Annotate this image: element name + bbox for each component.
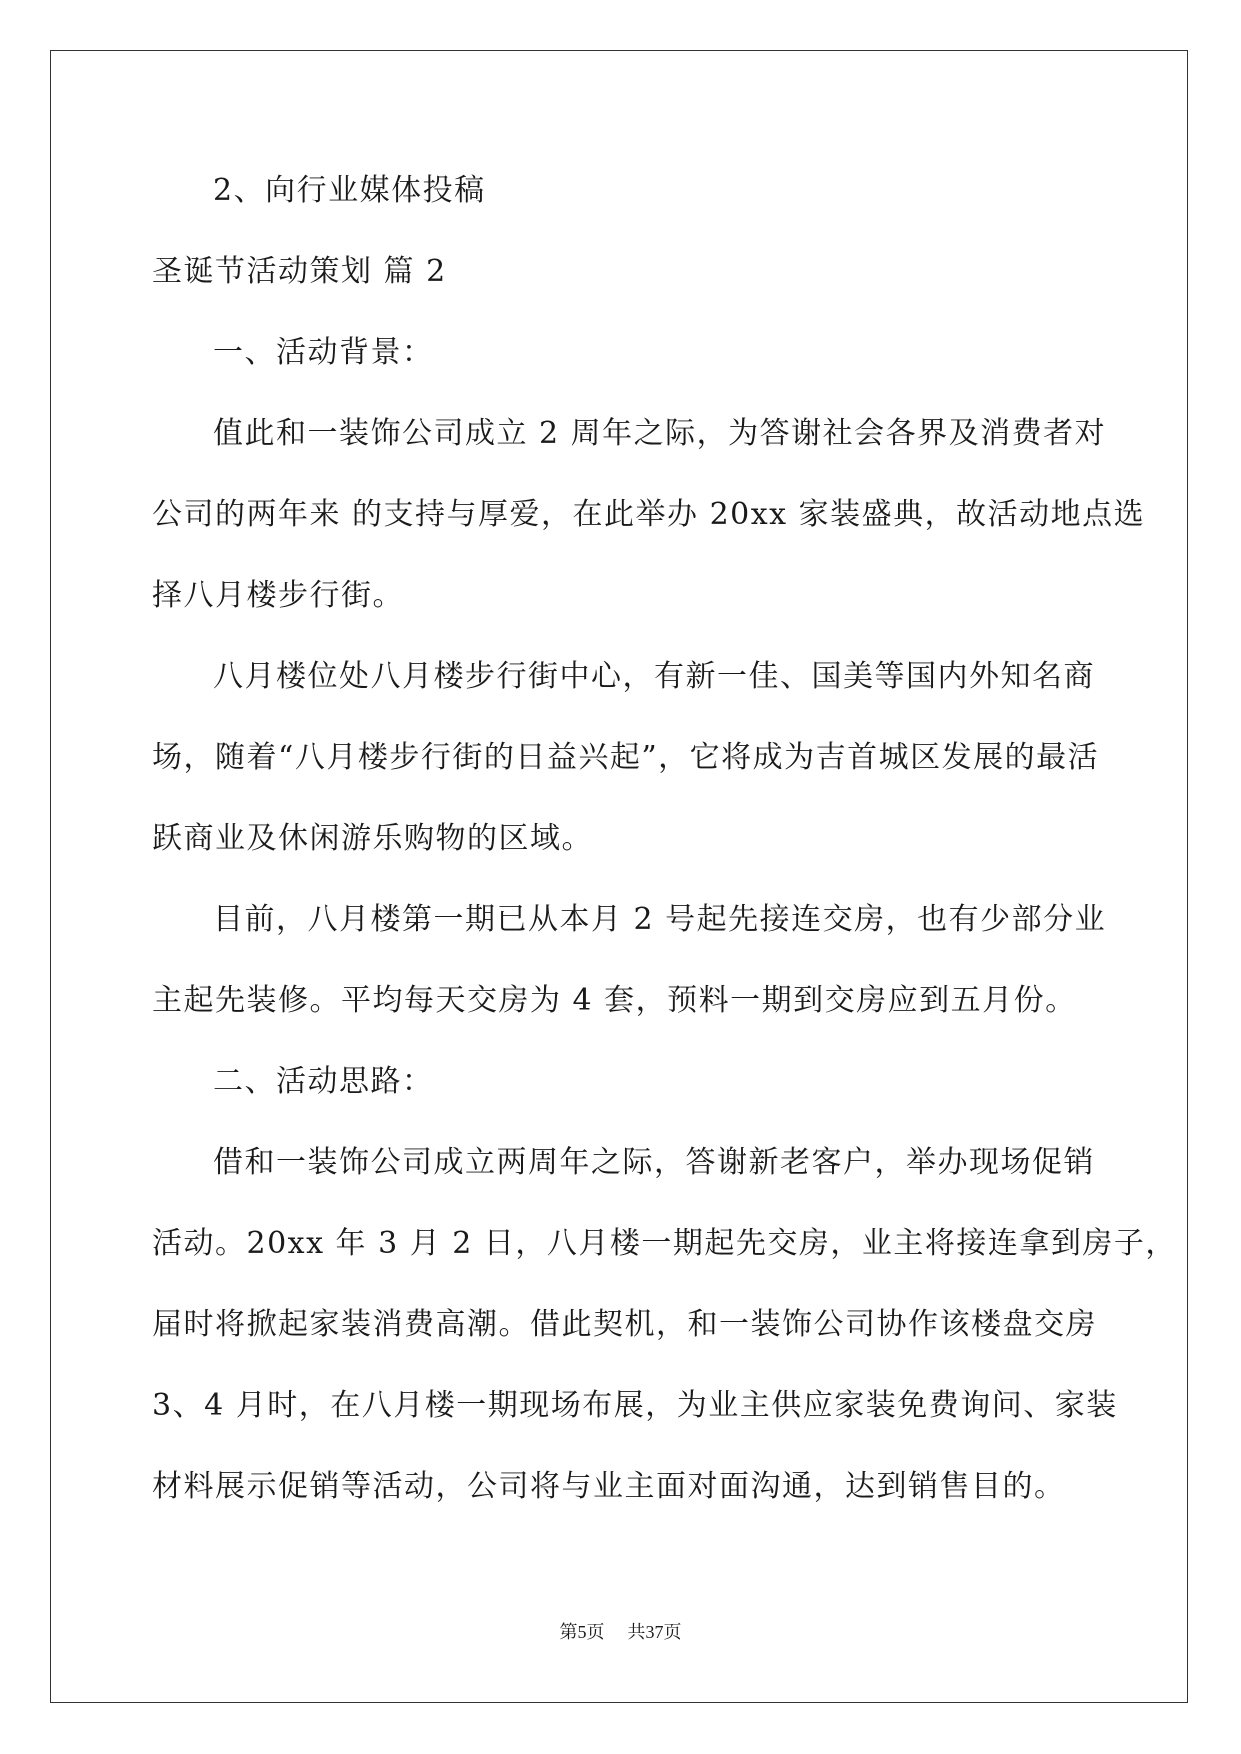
paragraph-line: 活动。20xx 年 3 月 2 日，八月楼一期起先交房，业主将接连拿到房子， — [152, 1226, 1177, 1261]
paragraph-line: 届时将掀起家装消费高潮。借此契机，和一装饰公司协作该楼盘交房 — [152, 1307, 1097, 1342]
paragraph-line: 值此和一装饰公司成立 2 周年之际，为答谢社会各界及消费者对 — [213, 416, 1107, 451]
paragraph-line: 一、活动背景： — [213, 335, 434, 370]
paragraph-line: 公司的两年来 的支持与厚爱，在此举办 20xx 家装盛典，故活动地点选 — [152, 497, 1146, 532]
page-footer — [0, 1618, 1241, 1644]
paragraph-line: 八月楼位处八月楼步行街中心，有新一佳、国美等国内外知名商 — [213, 659, 1095, 694]
paragraph-line: 场，随着“八月楼步行街的日益兴起”，它将成为吉首城区发展的最活 — [152, 740, 1100, 775]
paragraph-line: 3、4 月时，在八月楼一期现场布展，为业主供应家装免费询问、家装 — [152, 1388, 1118, 1423]
paragraph-line: 材料展示促销等活动，公司将与业主面对面沟通，达到销售目的。 — [152, 1469, 1066, 1504]
paragraph-line: 主起先装修。平均每天交房为 4 套，预料一期到交房应到五月份。 — [152, 983, 1077, 1018]
paragraph-line: 2、向行业媒体投稿 — [213, 173, 486, 208]
paragraph-line: 择八月楼步行街。 — [152, 578, 404, 613]
paragraph-line: 目前，八月楼第一期已从本月 2 号起先接连交房，也有少部分业 — [213, 902, 1107, 937]
page-suffix: 页 — [663, 1622, 682, 1643]
paragraph-line: 二、活动思路： — [213, 1064, 434, 1099]
page-mid: 页 共 — [586, 1622, 646, 1643]
page-prefix: 第 — [559, 1622, 578, 1643]
document-body — [152, 160, 1177, 1537]
paragraph-line: 借和一装饰公司成立两周年之际，答谢新老客户，举办现场促销 — [213, 1145, 1095, 1180]
section-heading: 圣诞节活动策划 篇 2 — [152, 254, 447, 289]
page-total: 37 — [645, 1622, 664, 1642]
page-number: 5 — [577, 1622, 587, 1642]
paragraph-line: 跃商业及休闲游乐购物的区域。 — [152, 821, 593, 856]
